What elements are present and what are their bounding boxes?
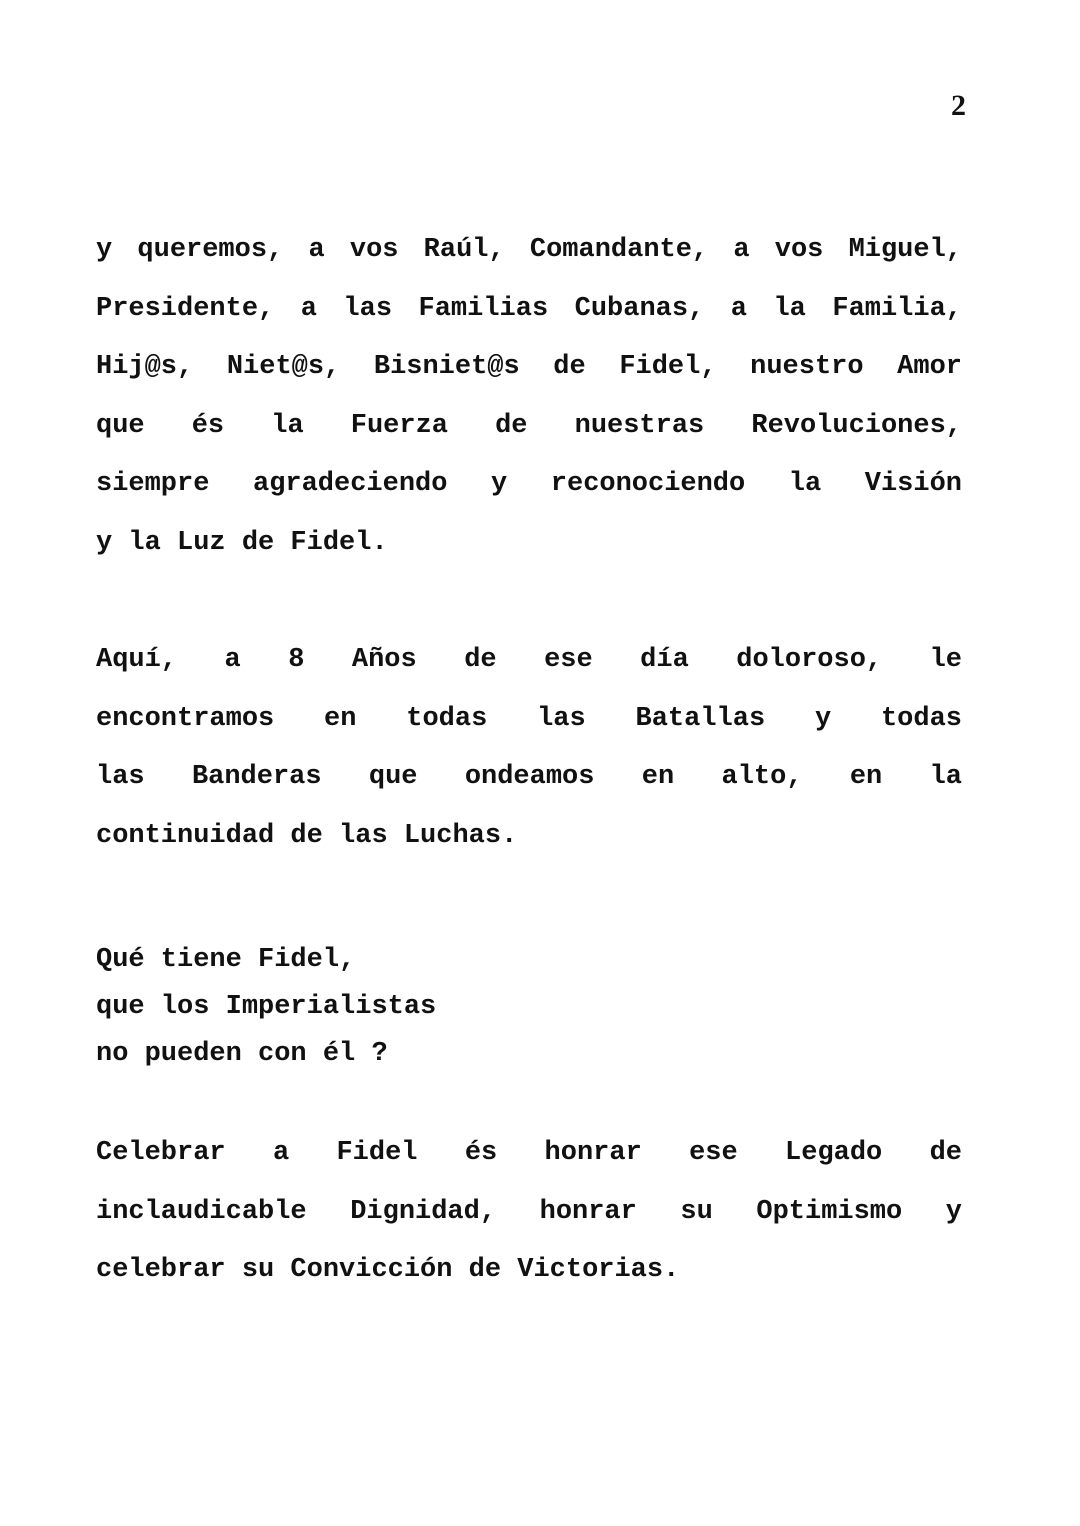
- text-line: Celebrar a Fidel és honrar ese Legado de: [96, 1138, 962, 1168]
- verse-line: Qué tiene Fidel,: [96, 945, 356, 975]
- text-line: y la Luz de Fidel.: [96, 527, 388, 558]
- paragraph-dedication: [96, 221, 962, 572]
- verse-line: no pueden con él ?: [96, 1039, 388, 1069]
- text-line: y queremos, a vos Raúl, Comandante, a vos Miguel,: [96, 235, 962, 265]
- text-line: las Banderas que ondeamos en alto, en la: [96, 762, 962, 792]
- text-line: siempre agradeciendo y reconociendo la Visión: [96, 469, 962, 499]
- paragraph-anniversary: [96, 631, 962, 865]
- text-line: inclaudicable Dignidad, honrar su Optimismo y: [96, 1196, 962, 1227]
- paragraph-celebration: [96, 1124, 962, 1300]
- text-line: celebrar su Convicción de Victorias.: [96, 1255, 680, 1285]
- text-line: Aquí, a 8 Años de ese día doloroso, le: [96, 645, 962, 675]
- text-line: continuidad de las Luchas.: [96, 820, 518, 851]
- verse-line: que los Imperialistas: [96, 992, 437, 1022]
- text-line: Presidente, a las Familias Cubanas, a la Familia,: [96, 293, 962, 324]
- text-line: encontramos en todas las Batallas y todas: [96, 703, 962, 734]
- text-line: que és la Fuerza de nuestras Revoluciones,: [96, 410, 962, 441]
- paragraph-verse: [96, 937, 962, 1078]
- page-number: 2: [951, 89, 966, 122]
- text-line: Hij@s, Niet@s, Bisniet@s de Fidel, nuestro Amor: [96, 352, 962, 382]
